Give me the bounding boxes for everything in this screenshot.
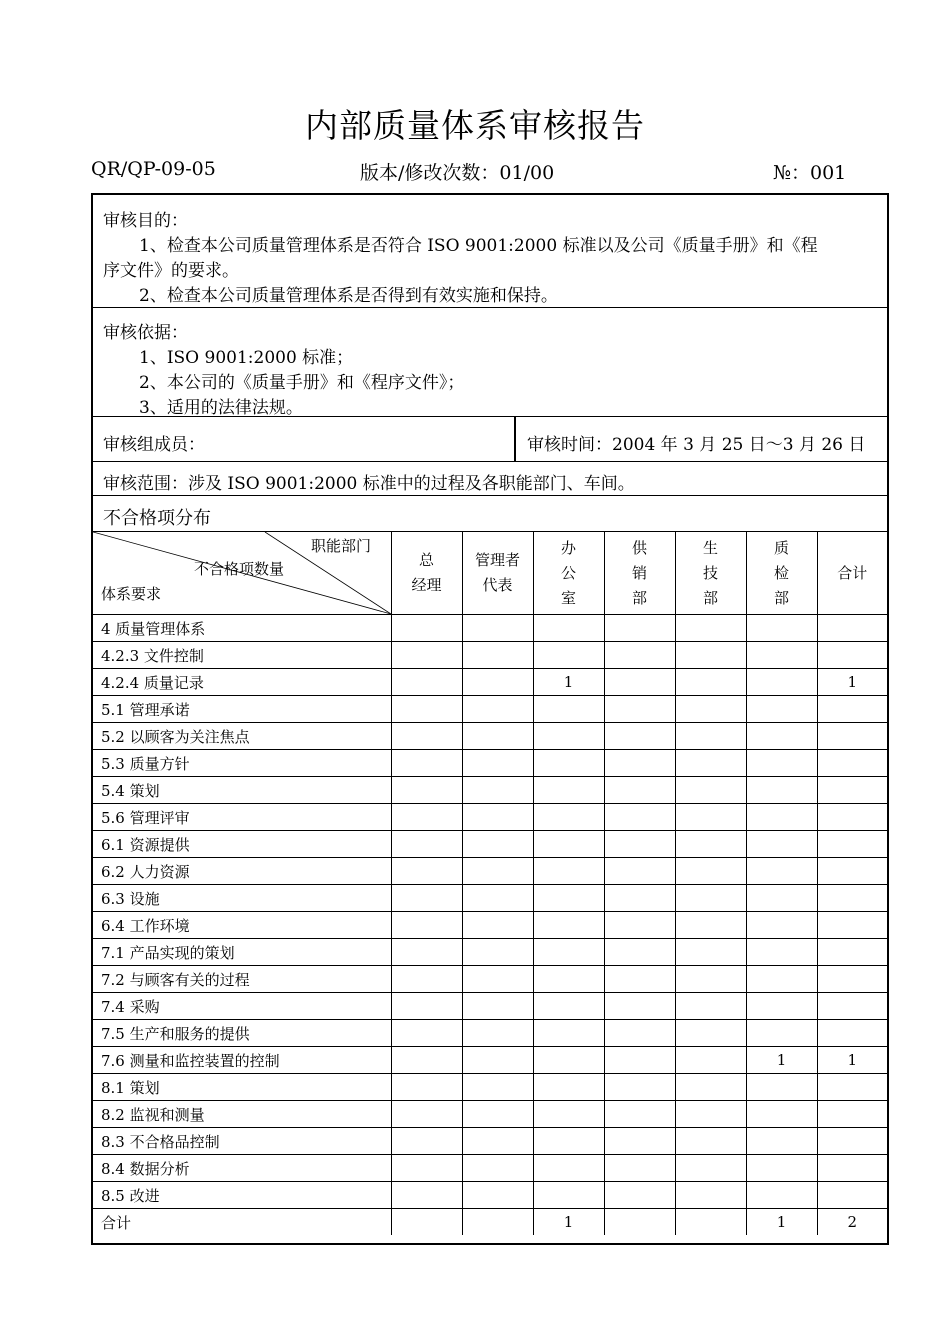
count-cell — [391, 939, 462, 966]
report-form — [91, 193, 889, 1245]
requirement-label: 8.4 数据分析 — [93, 1155, 391, 1182]
column-header-text: 质 — [773, 538, 789, 557]
table-row — [93, 966, 887, 993]
table-row — [93, 750, 887, 777]
count-cell — [675, 993, 746, 1020]
table-row — [93, 1209, 887, 1236]
count-cell — [746, 912, 817, 939]
count-cell — [533, 912, 604, 939]
count-cell — [675, 912, 746, 939]
requirement-label: 7.2 与顾客有关的过程 — [93, 966, 391, 993]
count-cell — [817, 750, 887, 777]
count-cell — [817, 993, 887, 1020]
column-header-text: 公 — [560, 563, 576, 582]
count-cell — [746, 831, 817, 858]
count-cell — [391, 966, 462, 993]
count-cell — [604, 804, 675, 831]
table-row — [93, 777, 887, 804]
count-cell — [675, 615, 746, 642]
requirement-label: 8.1 策划 — [93, 1074, 391, 1101]
count-cell — [533, 885, 604, 912]
count-cell — [462, 1047, 533, 1074]
count-cell — [391, 1209, 462, 1236]
count-cell — [604, 642, 675, 669]
count-cell — [533, 1074, 604, 1101]
count-cell — [462, 777, 533, 804]
table-row — [93, 1128, 887, 1155]
count-cell: 1 — [817, 669, 887, 696]
count-cell — [746, 1020, 817, 1047]
count-cell — [462, 1101, 533, 1128]
table-row — [93, 858, 887, 885]
count-cell: 1 — [533, 1209, 604, 1236]
table-row — [93, 615, 887, 642]
count-cell — [462, 858, 533, 885]
column-header — [817, 532, 887, 615]
count-cell — [391, 669, 462, 696]
requirement-label: 6.2 人力资源 — [93, 858, 391, 885]
count-cell — [746, 615, 817, 642]
column-header-text: 经理 — [411, 576, 442, 594]
count-cell — [817, 696, 887, 723]
table-row — [93, 1074, 887, 1101]
table-row — [93, 1101, 887, 1128]
requirement-label: 6.3 设施 — [93, 885, 391, 912]
column-header-text: 代表 — [482, 576, 513, 594]
table-row — [93, 669, 887, 696]
count-cell — [604, 831, 675, 858]
purpose-line-2: 2、检查本公司质量管理体系是否得到有效实施和保持。 — [139, 286, 558, 306]
count-cell — [462, 804, 533, 831]
count-cell — [675, 750, 746, 777]
column-header-text: 室 — [560, 588, 576, 607]
requirement-label: 7.6 测量和监控装置的控制 — [93, 1047, 391, 1074]
count-cell — [817, 723, 887, 750]
count-cell — [533, 615, 604, 642]
diag-bottom-label: 体系要求 — [101, 585, 162, 603]
count-cell — [462, 939, 533, 966]
diag-mid-label: 不合格项数量 — [194, 560, 285, 578]
count-cell — [604, 750, 675, 777]
count-cell — [462, 1074, 533, 1101]
column-header-text: 检 — [773, 563, 789, 582]
requirement-label: 5.2 以顾客为关注焦点 — [93, 723, 391, 750]
count-cell — [462, 669, 533, 696]
count-cell — [675, 804, 746, 831]
count-cell — [675, 1155, 746, 1182]
requirement-label: 4 质量管理体系 — [93, 615, 391, 642]
count-cell — [604, 1128, 675, 1155]
column-header — [675, 532, 746, 615]
basis-section — [93, 308, 887, 417]
table-row — [93, 993, 887, 1020]
count-cell — [533, 1047, 604, 1074]
count-cell — [746, 1128, 817, 1155]
count-cell — [391, 1020, 462, 1047]
count-cell — [675, 939, 746, 966]
count-cell — [533, 723, 604, 750]
count-cell — [604, 1182, 675, 1209]
count-cell — [817, 1182, 887, 1209]
diagonal-header-cell — [93, 532, 391, 615]
count-cell — [604, 1155, 675, 1182]
count-cell — [817, 1074, 887, 1101]
column-header-text: 销 — [631, 563, 647, 582]
count-cell — [391, 723, 462, 750]
count-cell — [746, 885, 817, 912]
requirement-label: 4.2.3 文件控制 — [93, 642, 391, 669]
requirement-label: 8.2 监视和测量 — [93, 1101, 391, 1128]
count-cell — [533, 1128, 604, 1155]
count-cell — [391, 804, 462, 831]
basis-item: 3、适用的法律法规。 — [139, 398, 303, 418]
count-cell — [746, 723, 817, 750]
count-cell — [391, 858, 462, 885]
count-cell — [462, 1020, 533, 1047]
audit-time: 审核时间：2004 年 3 月 25 日～3 月 26 日 — [527, 435, 866, 455]
table-row — [93, 642, 887, 669]
count-cell — [675, 1209, 746, 1236]
count-cell: 1 — [817, 1047, 887, 1074]
column-header — [391, 532, 462, 615]
count-cell — [391, 1074, 462, 1101]
members-divider — [514, 417, 516, 462]
column-header — [604, 532, 675, 615]
column-header-text: 部 — [702, 588, 718, 607]
count-cell — [462, 750, 533, 777]
count-cell: 1 — [533, 669, 604, 696]
requirement-label: 6.4 工作环境 — [93, 912, 391, 939]
count-cell — [604, 1074, 675, 1101]
count-cell — [675, 1020, 746, 1047]
count-cell — [462, 615, 533, 642]
purpose-section — [93, 195, 887, 308]
report-number: №：001 — [773, 162, 847, 184]
purpose-line-1a: 1、检查本公司质量管理体系是否符合 ISO 9001:2000 标准以及公司《质量手册》和《程 — [139, 236, 818, 256]
count-cell — [533, 804, 604, 831]
count-cell — [533, 696, 604, 723]
count-cell — [675, 1182, 746, 1209]
doc-code: QR/QP-09-05 — [91, 158, 216, 180]
count-cell — [533, 858, 604, 885]
basis-item: 1、ISO 9001:2000 标准； — [139, 348, 354, 368]
count-cell — [817, 1020, 887, 1047]
count-cell — [462, 993, 533, 1020]
purpose-label: 审核目的： — [103, 211, 188, 231]
count-cell — [604, 1020, 675, 1047]
count-cell — [604, 696, 675, 723]
column-header — [462, 532, 533, 615]
count-cell — [604, 669, 675, 696]
count-cell — [746, 642, 817, 669]
count-cell — [746, 1101, 817, 1128]
table-row — [93, 1047, 887, 1074]
distribution-section — [93, 496, 887, 531]
count-cell — [462, 885, 533, 912]
column-header-text: 合计 — [837, 563, 868, 582]
count-cell — [746, 777, 817, 804]
diag-top-label: 职能部门 — [311, 537, 372, 555]
basis-label: 审核依据： — [103, 323, 188, 343]
count-cell — [391, 642, 462, 669]
table-row — [93, 939, 887, 966]
count-cell — [604, 939, 675, 966]
requirement-label: 5.1 管理承诺 — [93, 696, 391, 723]
members-section — [93, 417, 887, 462]
count-cell — [746, 1074, 817, 1101]
members-label: 审核组成员： — [103, 435, 205, 455]
count-cell — [675, 1047, 746, 1074]
count-cell — [391, 831, 462, 858]
count-cell — [391, 885, 462, 912]
column-header-text: 供 — [631, 538, 647, 557]
count-cell — [675, 885, 746, 912]
distribution-title: 不合格项分布 — [103, 508, 211, 529]
purpose-line-1b: 序文件》的要求。 — [103, 261, 239, 281]
count-cell — [604, 1209, 675, 1236]
count-cell — [462, 723, 533, 750]
count-cell — [675, 723, 746, 750]
count-cell — [675, 1101, 746, 1128]
table-row — [93, 912, 887, 939]
count-cell — [817, 966, 887, 993]
count-cell — [533, 1155, 604, 1182]
column-header — [746, 532, 817, 615]
count-cell — [746, 696, 817, 723]
basis-item: 2、本公司的《质量手册》和《程序文件》； — [139, 373, 465, 393]
count-cell — [675, 696, 746, 723]
count-cell — [604, 912, 675, 939]
count-cell — [817, 1155, 887, 1182]
count-cell — [533, 1182, 604, 1209]
count-cell — [533, 993, 604, 1020]
count-cell: 2 — [817, 1209, 887, 1236]
count-cell — [675, 831, 746, 858]
count-cell — [817, 1101, 887, 1128]
count-cell — [817, 615, 887, 642]
requirement-label: 7.4 采购 — [93, 993, 391, 1020]
count-cell — [462, 966, 533, 993]
requirement-label: 5.3 质量方针 — [93, 750, 391, 777]
requirement-label: 合计 — [93, 1209, 391, 1236]
count-cell — [391, 912, 462, 939]
requirement-label: 8.3 不合格品控制 — [93, 1128, 391, 1155]
column-header-text: 部 — [773, 588, 789, 607]
table-row — [93, 1182, 887, 1209]
count-cell — [746, 858, 817, 885]
count-cell — [604, 885, 675, 912]
count-cell — [817, 642, 887, 669]
scope-section — [93, 462, 887, 496]
count-cell — [817, 831, 887, 858]
audit-scope: 审核范围：涉及 ISO 9001:2000 标准中的过程及各职能部门、车间。 — [103, 474, 635, 494]
count-cell — [391, 777, 462, 804]
count-cell — [533, 777, 604, 804]
count-cell — [604, 777, 675, 804]
column-header-text: 总 — [418, 551, 434, 569]
count-cell — [604, 858, 675, 885]
count-cell — [746, 669, 817, 696]
count-cell — [533, 1101, 604, 1128]
column-header-text: 管理者 — [474, 551, 520, 569]
count-cell — [817, 939, 887, 966]
column-header-text: 办 — [560, 538, 576, 557]
count-cell — [817, 885, 887, 912]
count-cell — [604, 966, 675, 993]
count-cell — [391, 1128, 462, 1155]
count-cell — [746, 1155, 817, 1182]
table-row — [93, 696, 887, 723]
table-row — [93, 1155, 887, 1182]
count-cell — [462, 696, 533, 723]
count-cell — [462, 1209, 533, 1236]
count-cell — [533, 1020, 604, 1047]
requirement-label: 7.5 生产和服务的提供 — [93, 1020, 391, 1047]
requirement-label: 6.1 资源提供 — [93, 831, 391, 858]
count-cell: 1 — [746, 1047, 817, 1074]
count-cell — [391, 1101, 462, 1128]
count-cell — [675, 858, 746, 885]
count-cell — [533, 939, 604, 966]
count-cell — [817, 1128, 887, 1155]
count-cell — [462, 1182, 533, 1209]
count-cell — [604, 723, 675, 750]
count-cell — [391, 615, 462, 642]
count-cell — [533, 966, 604, 993]
count-cell — [746, 1182, 817, 1209]
count-cell — [817, 804, 887, 831]
requirement-label: 5.6 管理评审 — [93, 804, 391, 831]
table-row — [93, 723, 887, 750]
page-title: 内部质量体系审核报告 — [305, 106, 645, 145]
count-cell — [604, 1101, 675, 1128]
nonconformity-table — [93, 531, 887, 1235]
requirement-label: 4.2.4 质量记录 — [93, 669, 391, 696]
count-cell — [675, 1128, 746, 1155]
count-cell — [746, 993, 817, 1020]
table-header-row — [93, 532, 887, 615]
count-cell — [675, 642, 746, 669]
count-cell — [391, 1182, 462, 1209]
count-cell — [533, 642, 604, 669]
count-cell — [675, 777, 746, 804]
count-cell — [817, 858, 887, 885]
requirement-label: 7.1 产品实现的策划 — [93, 939, 391, 966]
count-cell — [817, 912, 887, 939]
count-cell — [533, 750, 604, 777]
count-cell — [675, 1074, 746, 1101]
count-cell — [604, 615, 675, 642]
count-cell — [391, 1155, 462, 1182]
count-cell: 1 — [746, 1209, 817, 1236]
column-header — [533, 532, 604, 615]
table-row — [93, 885, 887, 912]
column-header-text: 部 — [631, 588, 647, 607]
count-cell — [675, 966, 746, 993]
table-row — [93, 831, 887, 858]
column-header-text: 技 — [702, 563, 718, 582]
count-cell — [462, 1128, 533, 1155]
count-cell — [391, 750, 462, 777]
count-cell — [462, 912, 533, 939]
version-info: 版本/修改次数：01/00 — [360, 162, 555, 184]
count-cell — [391, 696, 462, 723]
requirement-label: 8.5 改进 — [93, 1182, 391, 1209]
table-row — [93, 1020, 887, 1047]
count-cell — [817, 777, 887, 804]
count-cell — [746, 966, 817, 993]
count-cell — [604, 993, 675, 1020]
count-cell — [746, 804, 817, 831]
count-cell — [462, 642, 533, 669]
count-cell — [462, 1155, 533, 1182]
count-cell — [533, 831, 604, 858]
count-cell — [604, 1047, 675, 1074]
count-cell — [675, 669, 746, 696]
table-row — [93, 804, 887, 831]
count-cell — [391, 1047, 462, 1074]
count-cell — [746, 939, 817, 966]
count-cell — [462, 831, 533, 858]
count-cell — [746, 750, 817, 777]
count-cell — [391, 993, 462, 1020]
requirement-label: 5.4 策划 — [93, 777, 391, 804]
column-header-text: 生 — [702, 538, 718, 557]
